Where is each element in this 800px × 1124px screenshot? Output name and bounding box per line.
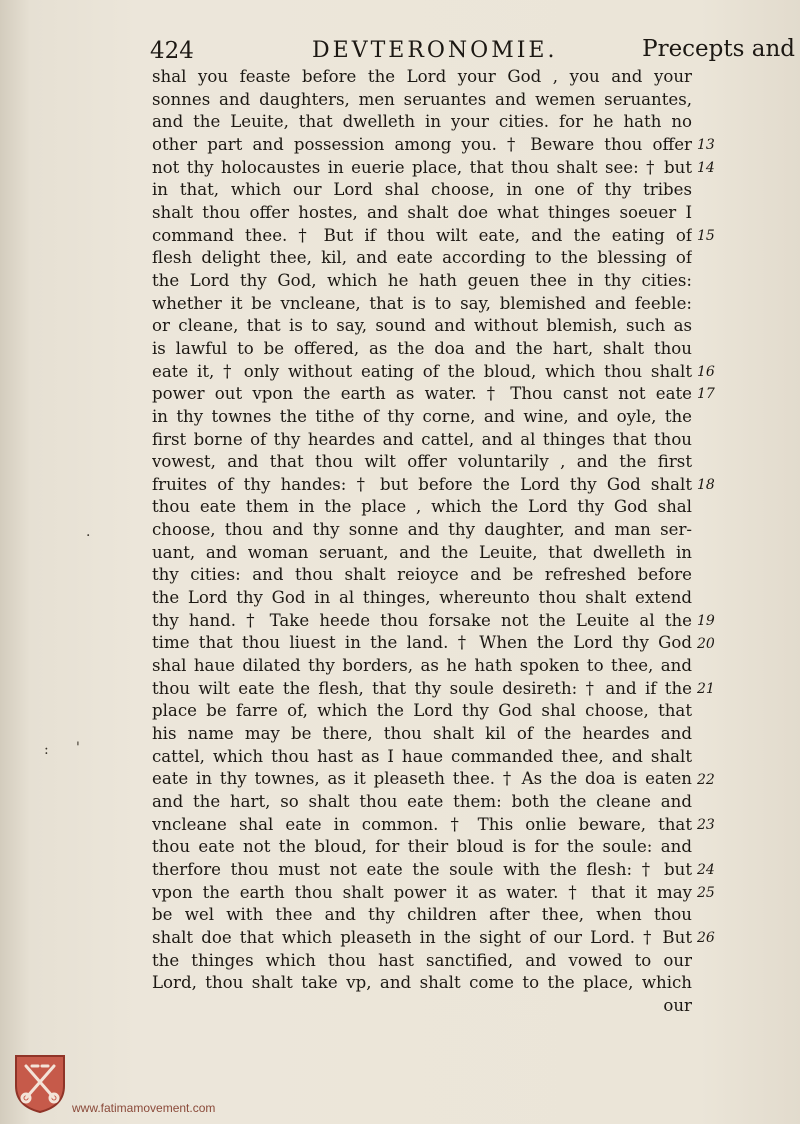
text-line: choose, thou and thy sonne and thy daughter, and man ser- [152, 520, 692, 540]
text-line: other part and possession among you. † Beware thou offer [152, 134, 692, 154]
text-line: not thy holocaustes in euerie place, that thou shalt see: † but [152, 157, 692, 177]
section-title: Precepts and [642, 36, 795, 62]
text-line: time that thou liuest in the land. † When the Lord thy God [152, 633, 692, 653]
page-header [150, 36, 795, 70]
catchword: our [663, 995, 692, 1015]
verse-number: 23 [697, 817, 715, 834]
text-line: is lawful to be offered, as the doa and the hart, shalt thou [152, 338, 692, 358]
text-line: sonnes and daughters, men seruantes and wemen seruantes, [152, 89, 692, 109]
text-line: be wel with thee and thy children after thee, when thou [152, 905, 692, 925]
text-line: shalt thou offer hostes, and shalt doe what thinges soeuer I [152, 202, 692, 222]
text-line: vncleane shal eate in common. † This onlie beware, that [152, 814, 692, 834]
text-line: therfore thou must not eate the soule with the flesh: † but [152, 859, 692, 879]
text-line: flesh delight thee, kil, and eate according to the blessing of [152, 248, 692, 268]
text-line: the thinges which thou hast sanctified, and vowed to our [152, 950, 692, 970]
verse-number: 25 [697, 885, 715, 902]
text-line: in thy townes the tithe of thy corne, and wine, and oyle, the [152, 406, 692, 426]
verse-number: 13 [697, 137, 715, 153]
verse-number: 16 [697, 363, 715, 380]
text-line: and the hart, so shalt thou eate them: both the cleane and [152, 792, 692, 811]
verse-number: 22 [697, 771, 715, 788]
text-line: the Lord thy God in al thinges, whereunto thou shalt extend [152, 588, 692, 608]
text-line: eate it, † only without eating of the bloud, which thou shalt [152, 361, 692, 381]
verse-number: 20 [697, 635, 715, 652]
verse-number: 24 [697, 862, 715, 879]
verse-number: 18 [697, 477, 715, 494]
verse-number: 17 [697, 386, 715, 403]
text-line: shal you feaste before the Lord your God , you and your [152, 67, 692, 86]
text-line: whether it be vncleane, that is to say, blemished and feeble: [152, 293, 692, 313]
text-line: his name may be there, thou shalt kil of the heardes and [152, 724, 692, 744]
text-line: thy hand. † Take heede thou forsake not the Leuite al the [152, 610, 692, 630]
text-line: Lord, thou shalt take vp, and shalt come to the place, which [152, 973, 692, 993]
text-line: cattel, which thou hast as I haue commanded thee, and shalt [152, 746, 692, 766]
text-line: thou eate them in the place , which the Lord thy God shal [152, 497, 692, 517]
text-line: thy cities: and thou shalt reioyce and be refreshed before [152, 565, 692, 585]
text-line: the Lord thy God, which he hath geuen thee in thy cities: [152, 270, 692, 290]
text-line: in that, which our Lord shal choose, in one of thy tribes [152, 180, 692, 200]
text-line: fruites of thy handes: † but before the Lord thy God shalt [152, 474, 692, 494]
gutter-dot: · [86, 528, 91, 544]
text-line: command thee. † But if thou wilt eate, and the eating of [152, 225, 692, 245]
text-line: thou eate not the bloud, for their bloud is for the soule: and [152, 837, 692, 857]
footer-url: www.fatimamovement.com [72, 1101, 216, 1115]
verse-number: 19 [697, 613, 715, 630]
gutter-dot: ' [76, 740, 80, 756]
text-line: shal haue dilated thy borders, as he hath spoken to thee, and [152, 656, 692, 676]
running-title: DEVTERONOMIE. [312, 38, 558, 63]
text-line: uant, and woman seruant, and the Leuite, that dwelleth in [152, 542, 692, 562]
text-line: vpon the earth thou shalt power it as water. † that it may [152, 882, 692, 902]
verse-number: 21 [697, 681, 715, 698]
verse-number: 14 [697, 159, 715, 176]
text-line: or cleane, that is to say, sound and without blemish, such as [152, 316, 692, 336]
text-line: power out vpon the earth as water. † Thou canst not eate [152, 384, 692, 404]
text-line: vowest, and that thou wilt offer voluntarily , and the first [152, 452, 692, 472]
text-line: first borne of thy heardes and cattel, and al thinges that thou [152, 429, 692, 449]
text-line: eate in thy townes, as it pleaseth thee. † As the doa is eaten [152, 769, 692, 789]
page-number: 424 [150, 38, 194, 64]
text-line: and the Leuite, that dwelleth in your cities. for he hath no [152, 112, 692, 132]
gutter-dot: : [44, 742, 49, 758]
verse-number: 15 [697, 227, 715, 244]
text-line: place be farre of, which the Lord thy God shal choose, that [152, 701, 692, 721]
scripture-text [152, 66, 692, 1018]
text-line: shalt doe that which pleaseth in the sight of our Lord. † But [152, 927, 692, 947]
text-line: thou wilt eate the flesh, that thy soule desireth: † and if the [152, 678, 692, 698]
papal-keys-shield-icon [12, 1052, 68, 1114]
verse-number: 26 [697, 930, 715, 947]
